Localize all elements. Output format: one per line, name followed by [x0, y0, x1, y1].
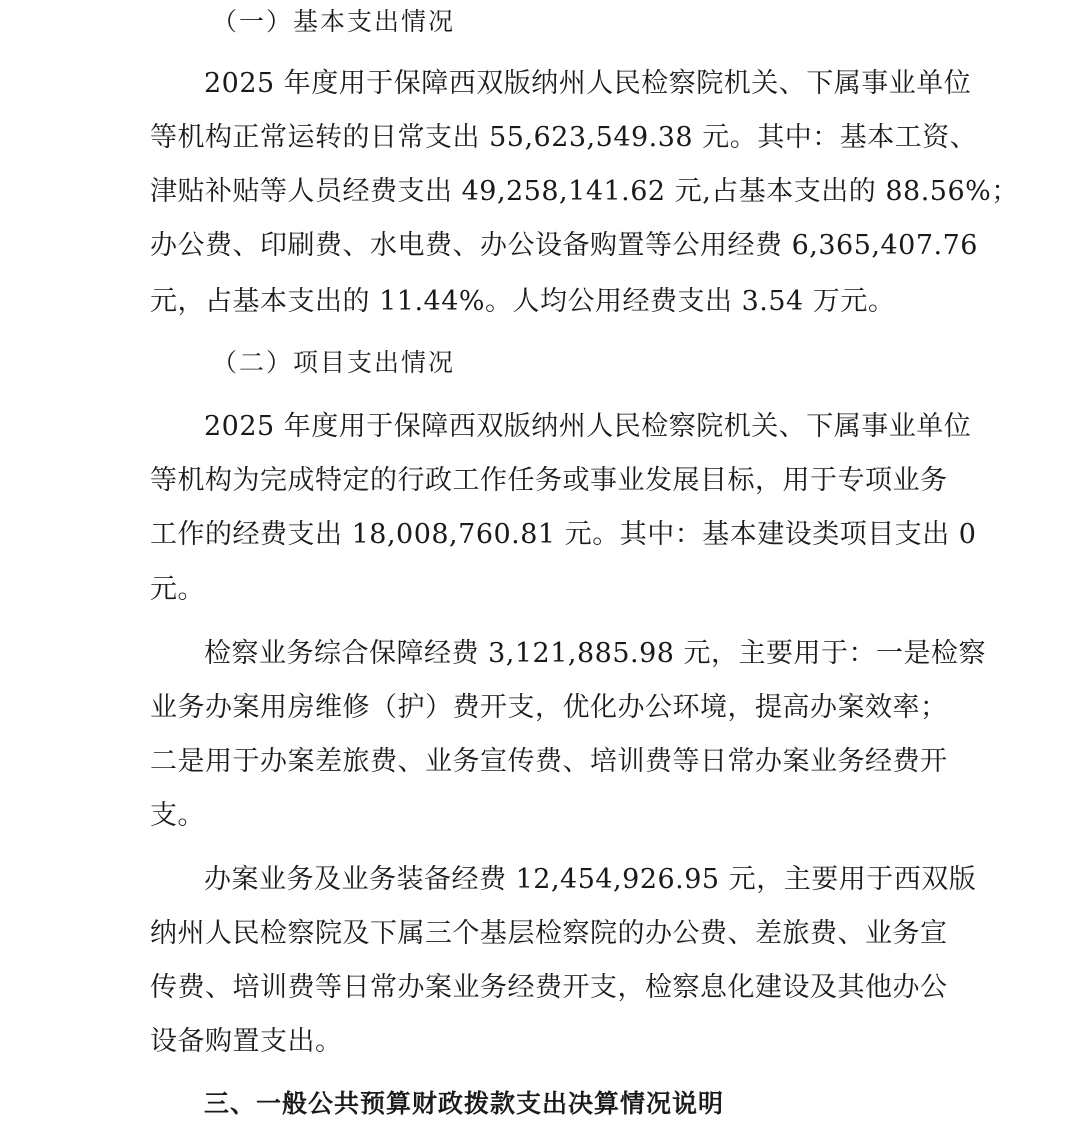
paragraph-line: 津贴补贴等人员经费支出 49,258,141.62 元,占基本支出的 88.56%；	[150, 176, 1019, 207]
paragraph-line: 2025 年度用于保障西双版纳州人民检察院机关、下属事业单位	[204, 411, 972, 442]
paragraph-line: 设备购置支出。	[150, 1026, 343, 1057]
paragraph-line: 工作的经费支出 18,008,760.81 元。其中：基本建设类项目支出 0	[150, 519, 977, 550]
heading-section-three: 三、一般公共预算财政拨款支出决算情况说明	[204, 1089, 725, 1118]
paragraph-line: 办案业务及业务装备经费 12,454,926.95 元，主要用于西双版	[204, 864, 977, 895]
paragraph-line: 2025 年度用于保障西双版纳州人民检察院机关、下属事业单位	[204, 68, 972, 99]
paragraph-line: 二是用于办案差旅费、业务宣传费、培训费等日常办案业务经费开	[150, 746, 948, 777]
paragraph-line: 等机构正常运转的日常支出 55,623,549.38 元。其中：基本工资、	[150, 122, 978, 153]
paragraph-line: 传费、培训费等日常办案业务经费开支，检察息化建设及其他办公	[150, 972, 948, 1003]
paragraph-line: 检察业务综合保障经费 3,121,885.98 元，主要用于：一是检察	[204, 638, 987, 669]
paragraph-line: 业务办案用房维修（护）费开支，优化办公环境，提高办案效率；	[150, 692, 948, 723]
paragraph-line: 元，占基本支出的 11.44%。人均公用经费支出 3.54 万元。	[150, 286, 896, 317]
heading-project-expenditure: （二）项目支出情况	[212, 348, 456, 377]
paragraph-line: 纳州人民检察院及下属三个基层检察院的办公费、差旅费、业务宣	[150, 918, 948, 949]
paragraph-line: 等机构为完成特定的行政工作任务或事业发展目标，用于专项业务	[150, 465, 948, 496]
paragraph-line: 支。	[150, 800, 205, 831]
paragraph-line: 办公费、印刷费、水电费、办公设备购置等公用经费 6,365,407.76	[150, 230, 978, 261]
heading-basic-expenditure: （一）基本支出情况	[212, 7, 456, 36]
paragraph-line: 元。	[150, 574, 205, 605]
